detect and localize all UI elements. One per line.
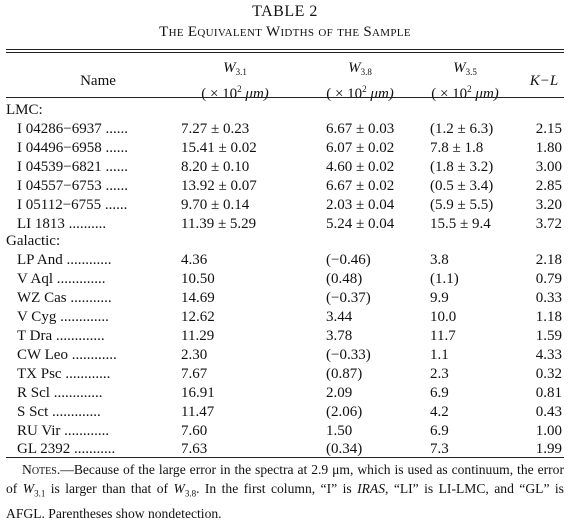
cell-name: I 05112−6755 ...... <box>17 197 128 213</box>
table-row <box>0 158 570 176</box>
cell-name: LP And ............ <box>17 252 112 268</box>
group-label-lmc: LMC: <box>6 102 43 118</box>
cell-w35: (1.8 ± 3.2) <box>430 159 494 175</box>
cell-w38: (0.87) <box>326 366 363 382</box>
cell-kl: 3.72 <box>535 216 562 232</box>
cell-w35: (1.2 ± 6.3) <box>430 121 494 137</box>
table-row <box>0 177 570 195</box>
cell-w31: 14.69 <box>181 290 215 306</box>
bottom-rule <box>6 457 564 458</box>
cell-kl: 1.80 <box>535 140 562 156</box>
cell-w31: 7.67 <box>181 366 208 382</box>
cell-kl: 1.59 <box>535 328 562 344</box>
cell-w38: (−0.46) <box>326 252 371 268</box>
cell-w35: 7.3 <box>430 441 449 457</box>
cell-w38: 6.67 ± 0.02 <box>326 178 395 194</box>
cell-w35: 10.0 <box>430 309 457 325</box>
cell-w35: 11.7 <box>430 328 456 344</box>
table-row <box>0 139 570 157</box>
table-row <box>0 120 570 138</box>
table-row <box>0 289 570 307</box>
table-row <box>0 403 570 421</box>
cell-w38: (−0.33) <box>326 347 371 363</box>
group-label-galactic: Galactic: <box>6 233 61 249</box>
cell-w38: 1.50 <box>326 423 353 439</box>
cell-w38: (0.34) <box>326 441 363 457</box>
cell-w35: 7.8 ± 1.8 <box>430 140 484 156</box>
cell-w38: (0.48) <box>326 271 363 287</box>
col-header-w38: $W_{3.8}$ ( × $10^2$ μm) <box>326 60 394 102</box>
cell-w35: 4.2 <box>430 404 449 420</box>
header-rule <box>6 97 564 98</box>
cell-w31: 9.70 ± 0.14 <box>181 197 250 213</box>
cell-name: LI 1813 .......... <box>17 216 107 232</box>
table-row <box>0 251 570 269</box>
cell-w38: 3.78 <box>326 328 353 344</box>
cell-w35: 9.9 <box>430 290 449 306</box>
cell-kl: 1.00 <box>535 423 562 439</box>
top-rule-double <box>6 52 564 53</box>
cell-w35: (5.9 ± 5.5) <box>430 197 494 213</box>
cell-w31: 13.92 ± 0.07 <box>181 178 257 194</box>
cell-w31: 11.29 <box>181 328 215 344</box>
cell-kl: 0.79 <box>535 271 562 287</box>
cell-w35: 3.8 <box>430 252 449 268</box>
cell-kl: 0.81 <box>535 385 562 401</box>
cell-name: WZ Cas ........... <box>17 290 112 306</box>
cell-w31: 10.50 <box>181 271 215 287</box>
cell-w35: 15.5 ± 9.4 <box>430 216 491 232</box>
cell-w35: 6.9 <box>430 423 449 439</box>
cell-name: GL 2392 ........... <box>17 441 116 457</box>
table-row <box>0 215 570 233</box>
cell-w35: 1.1 <box>430 347 449 363</box>
cell-w38: 2.03 ± 0.04 <box>326 197 395 213</box>
cell-kl: 0.33 <box>535 290 562 306</box>
cell-name: I 04557−6753 ...... <box>17 178 128 194</box>
cell-w35: 6.9 <box>430 385 449 401</box>
cell-w31: 15.41 ± 0.02 <box>181 140 257 156</box>
table-notes: Notes.—Because of the large error in the spectra at 2.9 μm, which is used as continuum, the error of $W_{3.1}$ is larger than that of $W_{3.8}$. In the first column, “I” is IRAS, “LI” is LI-LMC, and “GL” is AFGL. Parentheses show nondetection. <box>6 462 564 521</box>
cell-w31: 11.39 ± 5.29 <box>181 216 257 232</box>
cell-name: I 04539−6821 ...... <box>17 159 128 175</box>
cell-kl: 3.20 <box>535 197 562 213</box>
cell-w38: (−0.37) <box>326 290 371 306</box>
table-row <box>0 270 570 288</box>
table-row <box>0 422 570 440</box>
cell-w31: 16.91 <box>181 385 215 401</box>
table-row <box>0 308 570 326</box>
cell-w38: 5.24 ± 0.04 <box>326 216 395 232</box>
table-row <box>0 196 570 214</box>
cell-name: I 04496−6958 ...... <box>17 140 128 156</box>
cell-kl: 2.85 <box>535 178 562 194</box>
cell-name: TX Psc ............ <box>17 366 111 382</box>
cell-w38: 2.09 <box>326 385 353 401</box>
cell-w31: 7.27 ± 0.23 <box>181 121 250 137</box>
cell-name: RU Vir ............ <box>17 423 110 439</box>
top-rule <box>6 49 564 50</box>
cell-kl: 3.00 <box>535 159 562 175</box>
col-header-w35: $W_{3.5}$ ( × $10^2$ μm) <box>431 60 499 102</box>
cell-w38: 4.60 ± 0.02 <box>326 159 395 175</box>
cell-w38: 6.67 ± 0.03 <box>326 121 395 137</box>
cell-name: V Cyg ............. <box>17 309 109 325</box>
cell-w38: (2.06) <box>326 404 363 420</box>
table-row <box>0 327 570 345</box>
cell-name: T Dra ............. <box>17 328 105 344</box>
cell-w38: 3.44 <box>326 309 353 325</box>
cell-w31: 12.62 <box>181 309 215 325</box>
cell-kl: 1.18 <box>535 309 562 325</box>
cell-w31: 11.47 <box>181 404 215 420</box>
col-header-name: Name <box>80 73 116 89</box>
cell-kl: 2.15 <box>535 121 562 137</box>
table-row <box>0 346 570 364</box>
cell-w35: (0.5 ± 3.4) <box>430 178 494 194</box>
table-row <box>0 384 570 402</box>
table-title: The Equivalent Widths of the Sample <box>159 24 411 40</box>
cell-kl: 4.33 <box>535 347 562 363</box>
cell-kl: 1.99 <box>535 441 562 457</box>
cell-name: CW Leo ............ <box>17 347 117 363</box>
cell-w31: 7.63 <box>181 441 208 457</box>
cell-w38: 6.07 ± 0.02 <box>326 140 395 156</box>
table-row <box>0 440 570 458</box>
cell-w31: 4.36 <box>181 252 208 268</box>
cell-kl: 2.18 <box>535 252 562 268</box>
table-label: TABLE 2 <box>252 3 318 20</box>
cell-w31: 7.60 <box>181 423 208 439</box>
table-row <box>0 365 570 383</box>
cell-name: I 04286−6937 ...... <box>17 121 128 137</box>
cell-w35: 2.3 <box>430 366 449 382</box>
cell-w31: 8.20 ± 0.10 <box>181 159 250 175</box>
cell-kl: 0.32 <box>535 366 562 382</box>
cell-name: S Sct ............. <box>17 404 101 420</box>
cell-name: R Scl ............. <box>17 385 103 401</box>
cell-name: V Aql ............. <box>17 271 106 287</box>
col-header-w31: $W_{3.1}$ ( × $10^2$ μm) <box>201 60 269 102</box>
cell-w35: (1.1) <box>430 271 459 287</box>
col-header-kl: K−L <box>529 73 559 89</box>
cell-kl: 0.43 <box>535 404 562 420</box>
cell-w31: 2.30 <box>181 347 208 363</box>
